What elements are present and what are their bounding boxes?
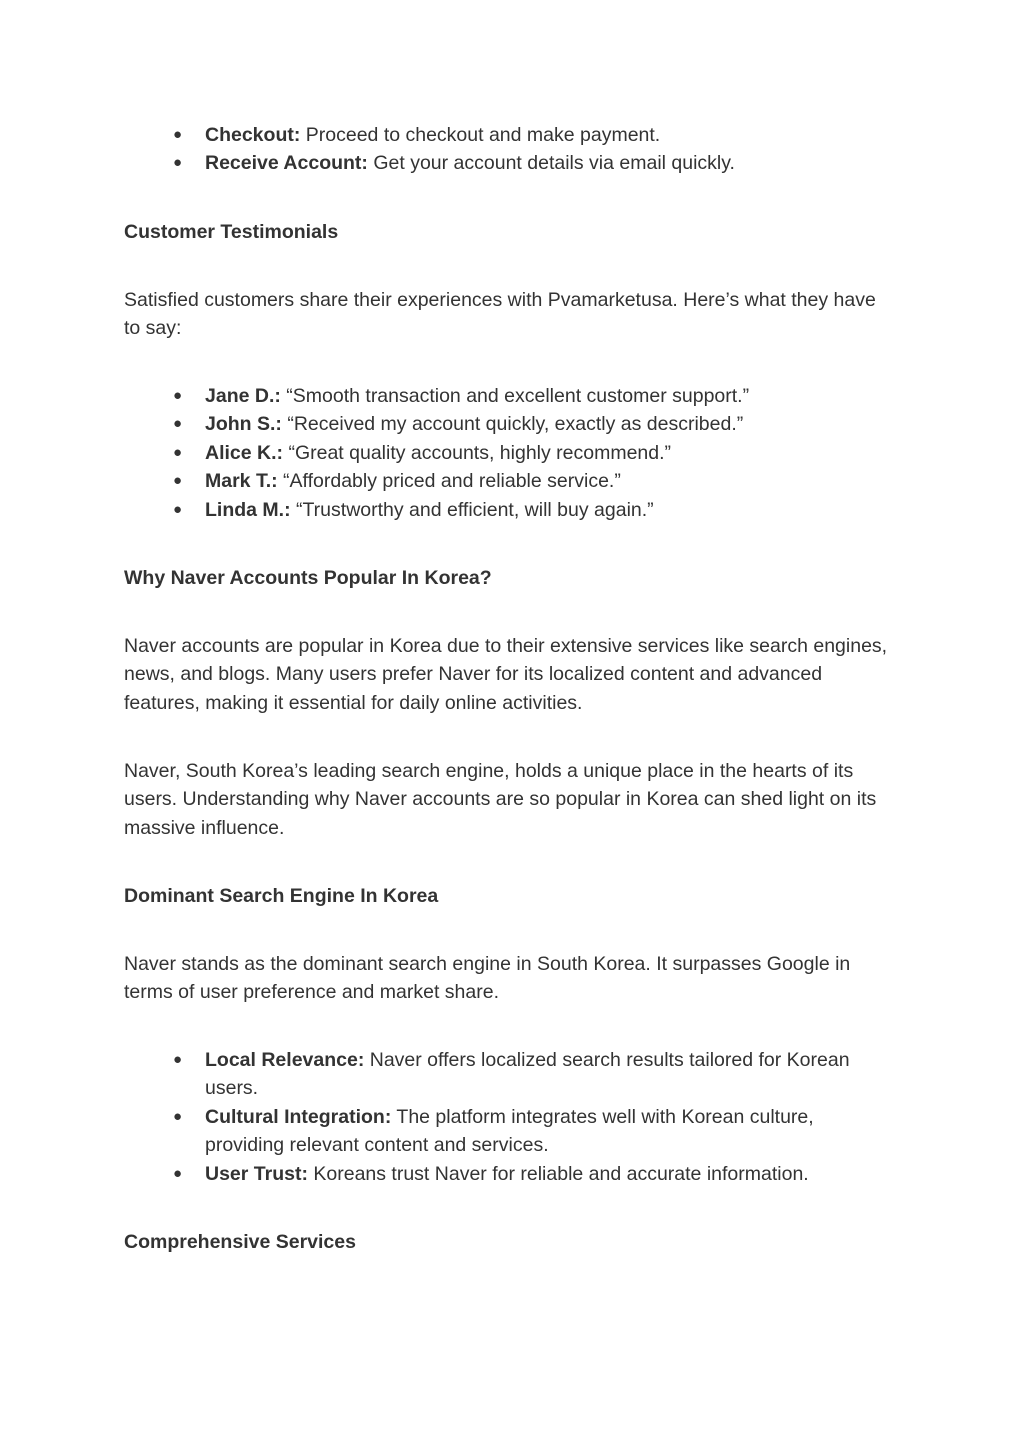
list-item — [124, 467, 894, 495]
list-item — [124, 439, 894, 467]
testimonials-list — [124, 382, 894, 524]
section-heading-popular: Why Naver Accounts Popular In Korea? — [124, 567, 492, 589]
list-item — [124, 121, 894, 149]
bullet-icon: ● — [173, 1164, 183, 1182]
list-item — [124, 1103, 894, 1160]
list-item — [124, 149, 894, 177]
list-item-term: User Trust: — [205, 1162, 308, 1185]
bullet-icon: ● — [173, 472, 183, 490]
bullet-icon: ● — [173, 126, 183, 143]
bullet-icon: ● — [173, 415, 183, 433]
list-item — [124, 1046, 894, 1103]
steps-list — [124, 121, 894, 178]
bullet-icon: ● — [173, 387, 183, 404]
paragraph-popular-2: Naver, South Korea’s leading search engine, holds a unique place in the hearts of its users. Understanding why Naver accounts are so popular in Korea can shed light on its massive influence. — [124, 760, 877, 839]
list-item-text: “Received my account quickly, exactly as described.” — [287, 413, 744, 436]
list-item-text: The platform integrates well with Korean culture, providing relevant content and services. — [205, 1105, 814, 1157]
paragraph-dominant: Naver stands as the dominant search engine in South Korea. It surpasses Google in terms of user preference and market share. — [124, 953, 851, 1004]
bullet-icon: ● — [173, 443, 183, 461]
list-item — [124, 496, 894, 524]
list-item-text: “Trustworthy and efficient, will buy again.” — [296, 498, 654, 521]
list-item — [124, 382, 894, 410]
list-item-term: Cultural Integration: — [205, 1105, 392, 1128]
list-item-text: Proceed to checkout and make payment. — [305, 124, 661, 146]
list-item — [124, 1160, 894, 1188]
section-heading-testimonials: Customer Testimonials — [124, 221, 339, 243]
list-item-text: Get your account details via email quickly. — [373, 152, 735, 175]
bullet-icon: ● — [173, 1107, 183, 1125]
section-heading-dominant: Dominant Search Engine In Korea — [124, 885, 439, 907]
bullet-icon: ● — [173, 1051, 183, 1068]
list-item-term: Receive Account: — [205, 152, 368, 175]
list-item-term: Checkout: — [205, 124, 301, 146]
list-item-text: Naver offers localized search results tailored for Korean users. — [205, 1049, 850, 1100]
list-item-term: Alice K.: — [205, 441, 284, 464]
dominant-points-list — [124, 1046, 894, 1188]
list-item-term: Local Relevance: — [205, 1049, 365, 1071]
bullet-icon: ● — [173, 154, 183, 172]
list-item-text: “Smooth transaction and excellent customer support.” — [286, 385, 750, 407]
list-item-term: Linda M.: — [205, 498, 291, 521]
list-item — [124, 410, 894, 438]
paragraph-popular-1: Naver accounts are popular in Korea due to their extensive services like search engines, news, and blogs. Many users prefer Naver for its localized content and advanced features, making it essential for daily online activities. — [124, 635, 888, 714]
paragraph-testimonials-intro: Satisfied customers share their experiences with Pvamarketusa. Here’s what they have to say: — [124, 289, 876, 340]
list-item-term: John S.: — [205, 413, 282, 436]
section-heading-services: Comprehensive Services — [124, 1231, 356, 1253]
list-item-term: Mark T.: — [205, 470, 278, 493]
list-item-text: “Great quality accounts, highly recommend.” — [288, 441, 672, 464]
list-item-term: Jane D.: — [205, 385, 281, 407]
bullet-icon: ● — [173, 500, 183, 518]
list-item-text: Koreans trust Naver for reliable and accurate information. — [313, 1162, 809, 1185]
list-item-text: “Affordably priced and reliable service.” — [283, 470, 621, 493]
